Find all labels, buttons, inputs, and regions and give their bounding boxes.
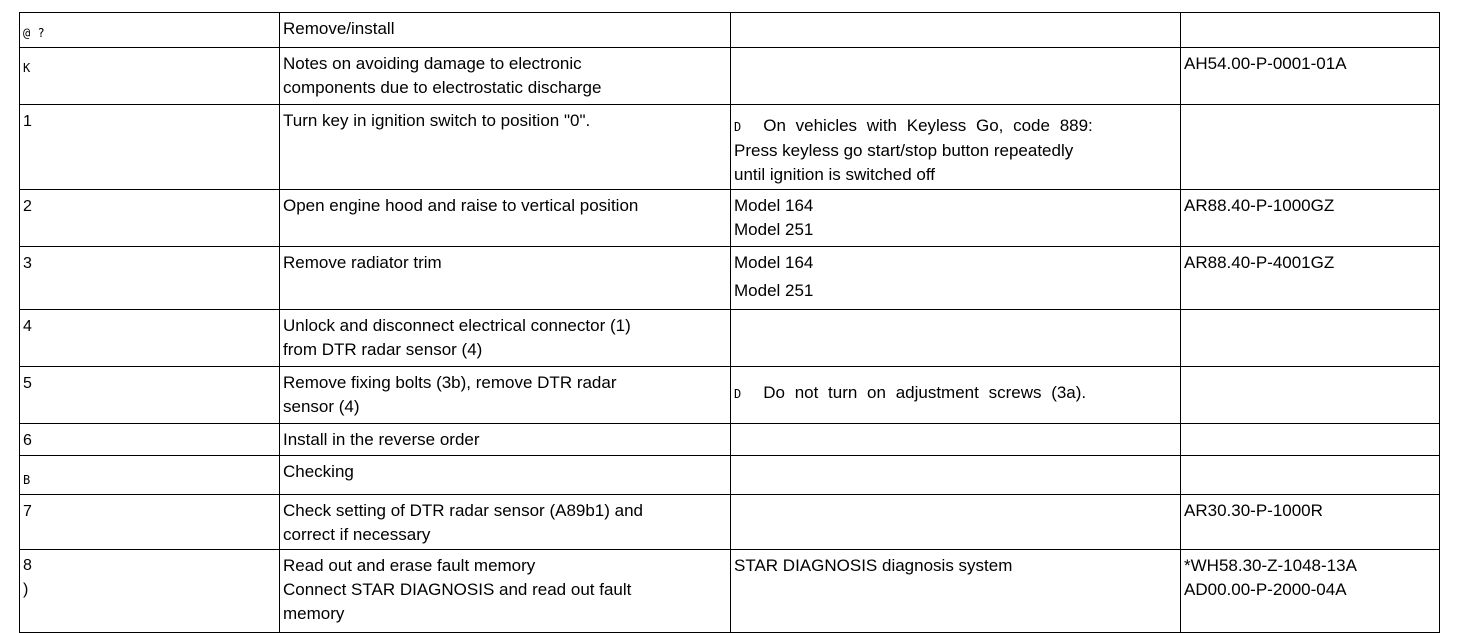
operation-cell	[280, 13, 731, 48]
reference-link[interactable]: AR88.40-P-1000GZ	[1184, 196, 1335, 215]
note-text: Press keyless go start/stop button repeatedly	[734, 141, 1074, 160]
step-symbol: B	[23, 473, 31, 487]
reference-link[interactable]: *WH58.30-Z-1048-13A	[1184, 556, 1357, 575]
operation-text: Check setting of DTR radar sensor (A89b1) and	[283, 501, 644, 520]
step-number: 1	[23, 113, 32, 130]
step-number: 8	[23, 557, 32, 574]
step-number: 2	[23, 198, 32, 215]
table-row	[20, 424, 1440, 456]
reference-link[interactable]: AH54.00-P-0001-01A	[1184, 54, 1347, 73]
procedure-table-body	[20, 13, 1440, 633]
note-cell	[731, 550, 1181, 633]
note-cell	[731, 424, 1181, 456]
step-symbol-cell	[20, 190, 280, 247]
note-cell	[731, 13, 1181, 48]
reference-link[interactable]: AD00.00-P-2000-04A	[1184, 580, 1347, 599]
operation-text: sensor (4)	[283, 397, 360, 416]
operation-cell	[280, 367, 731, 424]
reference-link[interactable]: AR88.40-P-4001GZ	[1184, 253, 1335, 272]
operation-text: memory	[283, 604, 345, 623]
note-text: Model 164	[734, 253, 814, 272]
note-line	[734, 371, 1177, 406]
reference-cell	[1181, 13, 1440, 48]
operation-text: Checking	[283, 462, 354, 481]
operation-cell	[280, 247, 731, 310]
step-number: 6	[23, 432, 32, 449]
note-cell	[731, 495, 1181, 550]
reference-link[interactable]: AR30.30-P-1000R	[1184, 501, 1323, 520]
operation-text: components due to electrostatic discharge	[283, 78, 602, 97]
operation-text: Connect STAR DIAGNOSIS and read out fault	[283, 580, 632, 599]
note-text: Model 251	[734, 281, 814, 300]
note-cell	[731, 367, 1181, 424]
note-cell	[731, 310, 1181, 367]
note-cell	[731, 190, 1181, 247]
step-symbol: @ ?	[23, 26, 45, 40]
note-text: Model 164	[734, 196, 814, 215]
step-symbol-cell	[20, 550, 280, 633]
reference-cell	[1181, 495, 1440, 550]
step-symbol-cell	[20, 310, 280, 367]
note-mark-icon: D	[734, 387, 742, 401]
table-row	[20, 190, 1440, 247]
note-mark-icon: D	[734, 120, 742, 134]
operation-cell	[280, 190, 731, 247]
reference-cell	[1181, 550, 1440, 633]
table-row	[20, 48, 1440, 105]
note-text: Model 251	[734, 220, 814, 239]
note-text: STAR DIAGNOSIS diagnosis system	[734, 556, 1013, 575]
step-symbol-cell	[20, 456, 280, 495]
step-symbol-cell	[20, 495, 280, 550]
step-number: 5	[23, 375, 32, 392]
operation-text: Remove radiator trim	[283, 253, 442, 272]
reference-cell	[1181, 190, 1440, 247]
operation-text: Install in the reverse order	[283, 430, 480, 449]
operation-text: correct if necessary	[283, 525, 431, 544]
step-symbol-cell	[20, 48, 280, 105]
table-row	[20, 367, 1440, 424]
note-cell	[731, 247, 1181, 310]
table-row	[20, 247, 1440, 310]
operation-cell	[280, 456, 731, 495]
operation-text: from DTR radar sensor (4)	[283, 340, 483, 359]
table-row	[20, 550, 1440, 633]
reference-cell	[1181, 367, 1440, 424]
table-row	[20, 310, 1440, 367]
note-text: until ignition is switched off	[734, 165, 935, 184]
note-text: On vehicles with Keyless Go, code 889:	[763, 116, 1093, 135]
step-number: 3	[23, 255, 32, 272]
operation-text: Remove/install	[283, 19, 395, 38]
operation-cell	[280, 105, 731, 190]
step-symbol-cell	[20, 247, 280, 310]
operation-text: Turn key in ignition switch to position "0".	[283, 111, 591, 130]
step-symbol: K	[23, 61, 31, 75]
note-text: Do not turn on adjustment screws (3a).	[763, 383, 1087, 402]
operation-text: Notes on avoiding damage to electronic	[283, 54, 582, 73]
step-number: 4	[23, 318, 32, 335]
step-symbol-cell	[20, 13, 280, 48]
reference-cell	[1181, 424, 1440, 456]
note-line	[734, 114, 1177, 139]
note-cell	[731, 48, 1181, 105]
note-cell	[731, 456, 1181, 495]
table-row	[20, 456, 1440, 495]
reference-cell	[1181, 48, 1440, 105]
operation-cell	[280, 495, 731, 550]
operation-cell	[280, 550, 731, 633]
procedure-table	[19, 12, 1440, 633]
step-number: 7	[23, 503, 32, 520]
operation-text: Open engine hood and raise to vertical position	[283, 196, 639, 215]
operation-text: Unlock and disconnect electrical connector (1)	[283, 316, 631, 335]
table-row	[20, 495, 1440, 550]
reference-cell	[1181, 105, 1440, 190]
reference-cell	[1181, 247, 1440, 310]
reference-cell	[1181, 310, 1440, 367]
operation-text: Remove fixing bolts (3b), remove DTR radar	[283, 373, 617, 392]
note-cell	[731, 105, 1181, 190]
step-symbol-cell	[20, 367, 280, 424]
operation-cell	[280, 424, 731, 456]
operation-cell	[280, 48, 731, 105]
operation-text: Read out and erase fault memory	[283, 556, 536, 575]
step-symbol-cell	[20, 105, 280, 190]
table-row	[20, 13, 1440, 48]
table-row	[20, 105, 1440, 190]
operation-cell	[280, 310, 731, 367]
step-symbol-cell	[20, 424, 280, 456]
reference-cell	[1181, 456, 1440, 495]
step-symbol: )	[23, 581, 29, 598]
